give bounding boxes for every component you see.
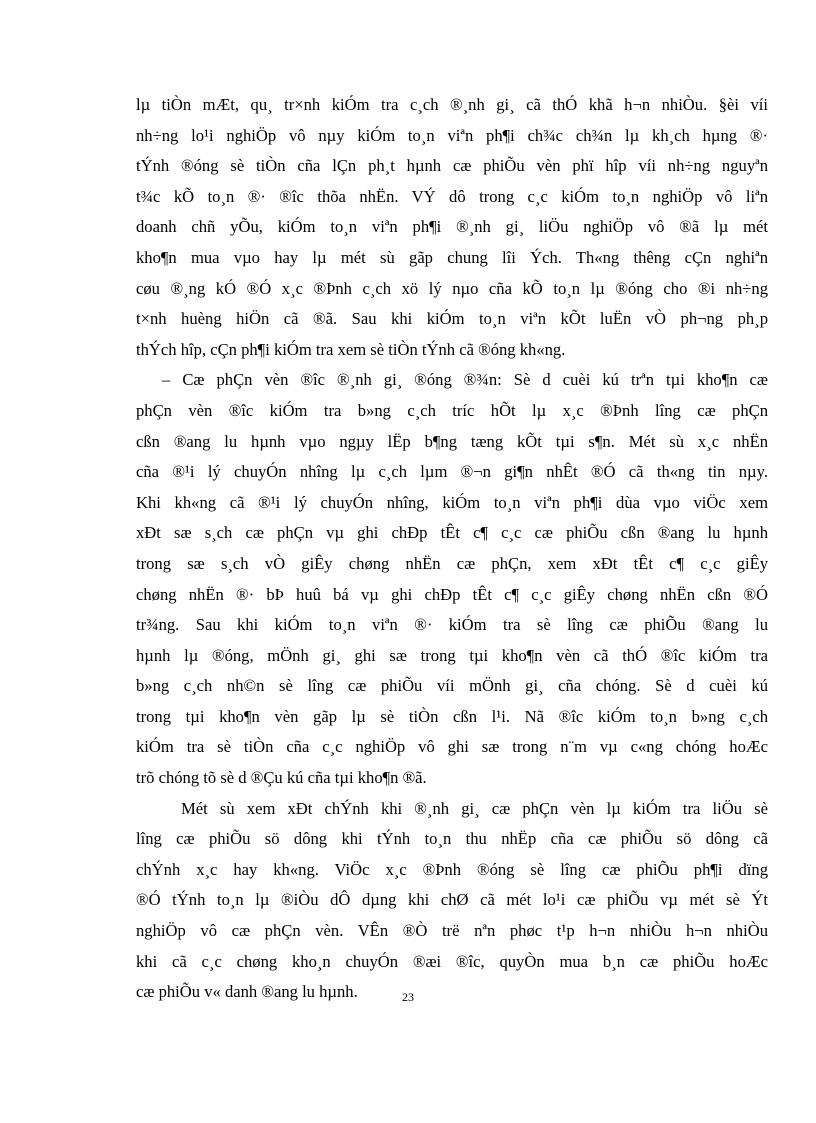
text-line: lµ tiÒn mÆt, qu¸ tr×nh kiÓm tra c¸ch ®¸nh gi¸ cã thÓ khã h¬n nhiÒu. §èi víi — [136, 95, 768, 114]
text-line: Khi kh«ng cã ®¹i lý chuyÓn nhîng, kiÓm to¸n viªn ph¶i dùa vµo viÖc xem — [136, 492, 768, 512]
text-line: b»ng c¸ch nh©n sè lîng cæ phiÕu víi mÖnh gi¸ cña chóng. Sè d cuèi kú — [136, 676, 768, 696]
text-line: trong tµi kho¶n vèn gãp lµ sè tiÒn cßn l¹i. Nã ®îc kiÓm to¸n b»ng c¸ch — [136, 706, 768, 726]
page-number: 23 — [402, 990, 414, 1004]
text-line: – Cæ phÇn vèn ®îc ®¸nh gi¸ ®óng ®¾n: Sè d cuèi kú trªn tµi kho¶n cæ — [162, 370, 768, 390]
text-line: t×nh huèng hiÖn cã ®ã. Sau khi kiÓm to¸n viªn kÕt luËn vÒ ph¬ng ph¸p — [136, 309, 768, 329]
paragraph-2 — [136, 365, 768, 793]
text-line: phÇn vèn ®îc kiÓm tra b»ng c¸ch tríc hÕt lµ x¸c ®Þnh lîng cæ phÇn — [136, 400, 768, 420]
text-line: khi cã c¸c chøng kho¸n chuyÓn ®æi ®îc, quyÒn mua b¸n cæ phiÕu hoÆc — [136, 951, 768, 971]
body-text — [136, 90, 768, 1008]
text-line: xÐt sæ s¸ch cæ phÇn vµ ghi chÐp tÊt c¶ c¸c cæ phiÕu cßn ®ang lu hµnh — [136, 523, 768, 543]
text-line: nh÷ng lo¹i nghiÖp vô nµy kiÓm to¸n viªn ph¶i ch¾c ch¾n lµ kh¸ch hµng ®· — [136, 125, 768, 145]
text-line: cßn ®ang lu hµnh vµo ngµy lËp b¶ng tæng kÕt tµi s¶n. Mét sù x¸c nhËn — [136, 431, 768, 451]
paragraph-3 — [136, 794, 768, 1008]
text-line: cæ phiÕu v« danh ®ang lu hµnh. — [136, 982, 358, 1002]
text-line: Mét sù xem xÐt chÝnh khi ®¸nh gi¸ cæ phÇn vèn lµ kiÓm tra liÖu sè — [181, 798, 768, 818]
text-line: ®Ó tÝnh to¸n lµ ®iÒu dÔ dµng khi chØ cã mét lo¹i cæ phiÕu vµ mét sè Ýt — [136, 890, 768, 910]
text-line: kho¶n mua vµo hay lµ mét sù gãp chung lîi Ých. Th«ng thêng cÇn nghiªn — [136, 247, 768, 267]
text-line: nghiÖp vô cæ phÇn vèn. VÊn ®Ò trë nªn phøc t¹p h¬n nhiÒu h¬n nhiÒu — [136, 921, 768, 941]
text-line: chøng nhËn ®· bÞ huû bá vµ ghi chÐp tÊt c¶ c¸c giÊy chøng nhËn cßn ®Ó — [136, 584, 768, 604]
text-line: thÝch hîp, cÇn ph¶i kiÓm tra xem sè tiÒn tÝnh cã ®óng kh«ng. — [136, 339, 566, 359]
text-line: trong sæ s¸ch vÒ giÊy chøng nhËn cæ phÇn, xem xÐt tÊt c¶ c¸c giÊy — [136, 553, 768, 573]
text-line: t¾c kÕ to¸n ®· ®îc thõa nhËn. VÝ dô trong c¸c kiÓm to¸n nghiÖp vô liªn — [136, 186, 768, 206]
text-line: trõ chóng tõ sè d ®Çu kú cña tµi kho¶n ®ã. — [136, 768, 427, 788]
text-line: tÝnh ®óng sè tiÒn cña lÇn ph¸t hµnh cæ phiÕu vèn phï hîp víi nh÷ng nguyªn — [136, 156, 768, 176]
text-line: lîng cæ phiÕu sö dông khi tÝnh to¸n thu nhËp cña cæ phiÕu sö dông cã — [136, 829, 768, 849]
text-line: cña ®¹i lý chuyÓn nhîng lµ c¸ch lµm ®¬n gi¶n nhÊt ®Ó cã th«ng tin nµy. — [136, 462, 768, 482]
text-line: hµnh lµ ®óng, mÖnh gi¸ ghi sæ trong tµi kho¶n vèn cã thÓ ®îc kiÓm tra — [136, 645, 768, 665]
text-line: kiÓm tra sè tiÒn cña c¸c nghiÖp vô ghi sæ trong n¨m vµ c«ng chóng hoÆc — [136, 737, 768, 757]
text-line: tr¾ng. Sau khi kiÓm to¸n viªn ®· kiÓm tra sè lîng cæ phiÕu ®ang lu — [136, 615, 768, 635]
text-line: cøu ®¸ng kÓ ®Ó x¸c ®Þnh c¸ch xö lý nµo cña kÕ to¸n lµ ®óng cho ®i nh÷ng — [136, 278, 768, 298]
paragraph-1 — [136, 90, 768, 365]
text-line: doanh chñ yÕu, kiÓm to¸n viªn ph¶i ®¸nh gi¸ liÖu nghiÖp vô ®ã lµ mét — [136, 217, 768, 237]
text-line: chÝnh x¸c hay kh«ng. ViÖc x¸c ®Þnh ®óng sè lîng cæ phiÕu ph¶i dïng — [136, 859, 768, 879]
